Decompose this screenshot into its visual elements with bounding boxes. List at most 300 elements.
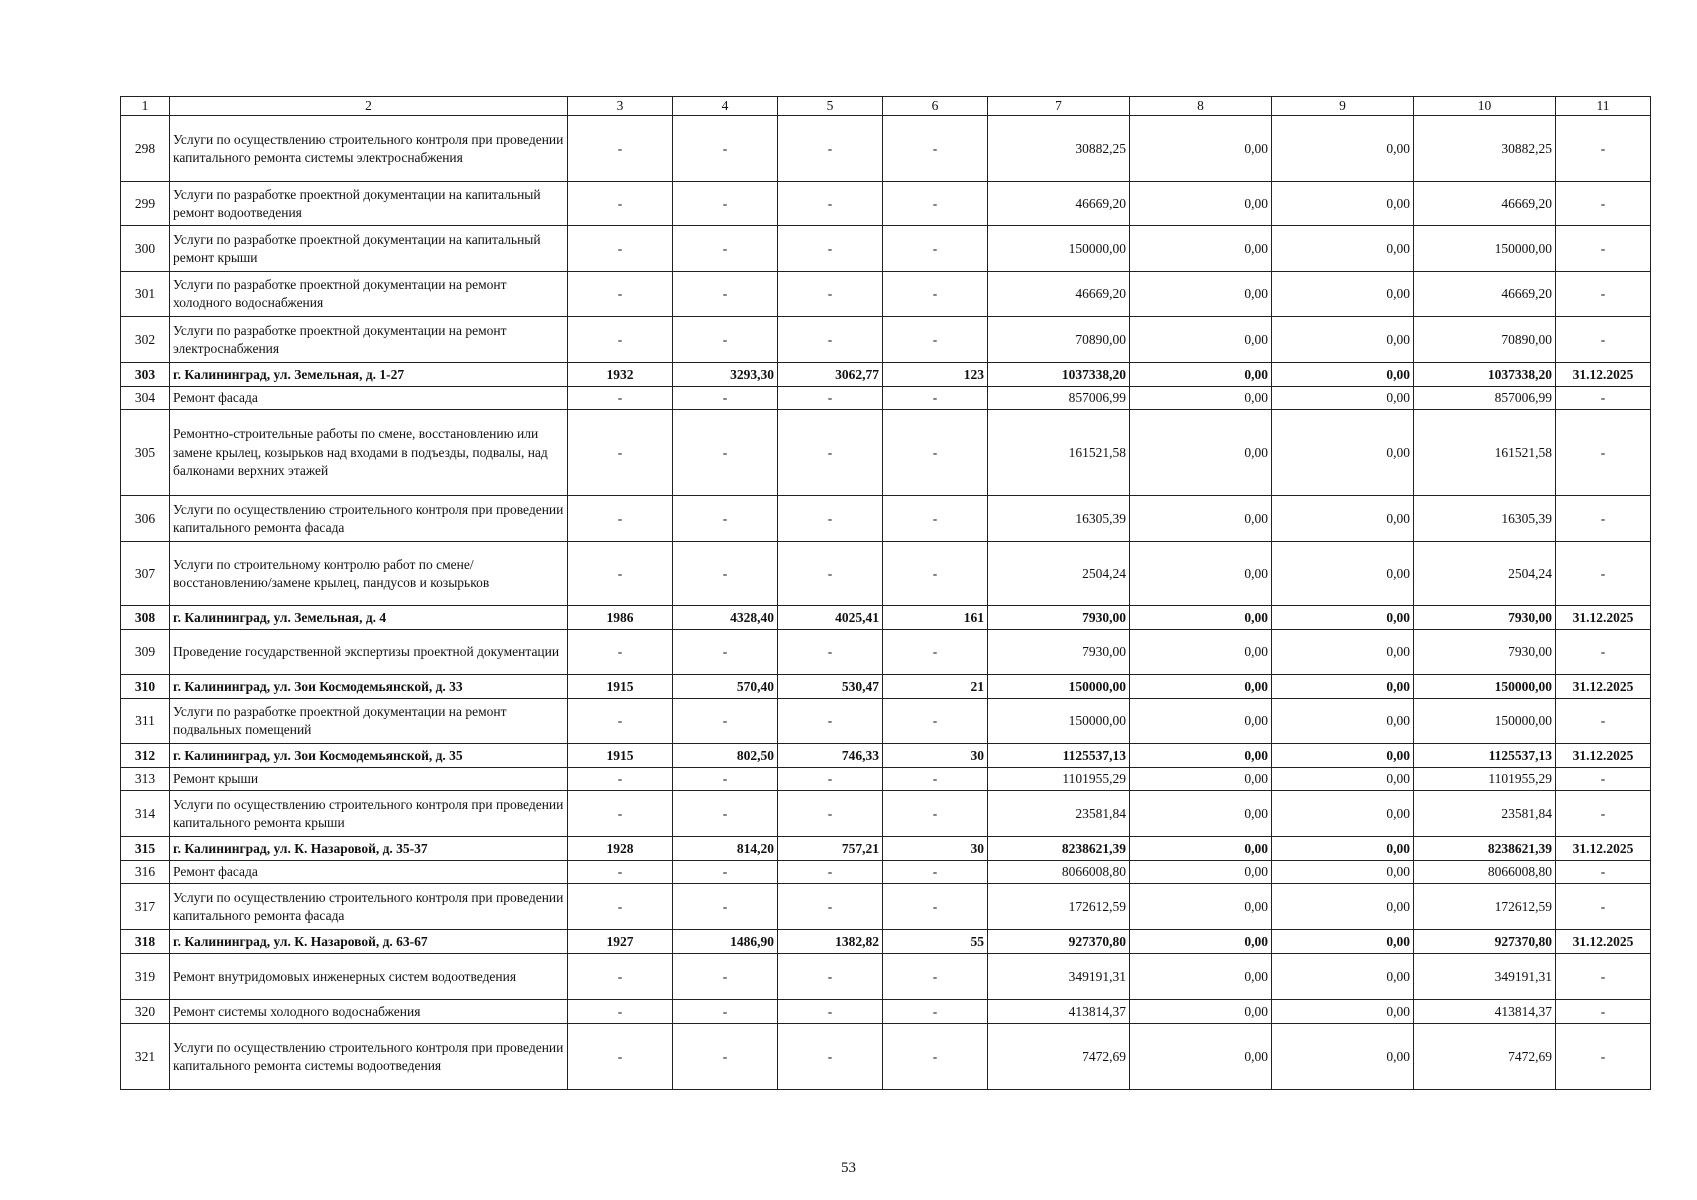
living-area-cell: -: [778, 884, 883, 930]
row-number-cell: 314: [121, 791, 170, 837]
year-built-cell: 1928: [568, 837, 673, 861]
regional-funds-cell: 0,00: [1272, 954, 1414, 1000]
total-area-cell: -: [673, 630, 778, 675]
federal-funds-cell: 0,00: [1130, 606, 1272, 630]
total-cost-cell: 150000,00: [988, 675, 1130, 699]
federal-funds-cell: 0,00: [1130, 1000, 1272, 1024]
living-area-cell: 530,47: [778, 675, 883, 699]
total-cost-cell: 857006,99: [988, 387, 1130, 410]
federal-funds-cell: 0,00: [1130, 954, 1272, 1000]
work-item-row: [121, 630, 1651, 675]
regional-funds-cell: 0,00: [1272, 861, 1414, 884]
owner-funds-cell: 1037338,20: [1414, 363, 1556, 387]
work-item-row: [121, 410, 1651, 496]
total-cost-cell: 150000,00: [988, 226, 1130, 272]
owner-funds-cell: 16305,39: [1414, 496, 1556, 542]
total-cost-cell: 30882,25: [988, 116, 1130, 182]
address-row: [121, 744, 1651, 768]
year-built-cell: 1986: [568, 606, 673, 630]
work-item-row: [121, 1024, 1651, 1090]
year-built-cell: -: [568, 630, 673, 675]
living-area-cell: 3062,77: [778, 363, 883, 387]
living-area-cell: -: [778, 791, 883, 837]
year-built-cell: -: [568, 791, 673, 837]
residents-count-cell: 21: [883, 675, 988, 699]
owner-funds-cell: 150000,00: [1414, 675, 1556, 699]
federal-funds-cell: 0,00: [1130, 1024, 1272, 1090]
item-name-cell: Ремонт крыши: [170, 768, 568, 791]
owner-funds-cell: 1101955,29: [1414, 768, 1556, 791]
row-number-cell: 316: [121, 861, 170, 884]
living-area-cell: -: [778, 226, 883, 272]
residents-count-cell: 30: [883, 837, 988, 861]
federal-funds-cell: 0,00: [1130, 226, 1272, 272]
owner-funds-cell: 927370,80: [1414, 930, 1556, 954]
total-area-cell: 4328,40: [673, 606, 778, 630]
row-number-cell: 311: [121, 699, 170, 744]
column-header: 7: [988, 97, 1130, 116]
residents-count-cell: -: [883, 861, 988, 884]
living-area-cell: -: [778, 317, 883, 363]
item-name-cell: Проведение государственной экспертизы проектной документации: [170, 630, 568, 675]
page-number: 53: [841, 1160, 856, 1176]
regional-funds-cell: 0,00: [1272, 630, 1414, 675]
living-area-cell: -: [778, 861, 883, 884]
item-name-cell: Услуги по разработке проектной документации на капитальный ремонт крыши: [170, 226, 568, 272]
regional-funds-cell: 0,00: [1272, 410, 1414, 496]
residents-count-cell: -: [883, 1000, 988, 1024]
year-built-cell: -: [568, 1000, 673, 1024]
completion-date-cell: 31.12.2025: [1556, 675, 1651, 699]
total-area-cell: -: [673, 699, 778, 744]
total-area-cell: -: [673, 496, 778, 542]
completion-date-cell: -: [1556, 630, 1651, 675]
owner-funds-cell: 150000,00: [1414, 699, 1556, 744]
owner-funds-cell: 23581,84: [1414, 791, 1556, 837]
column-header: 9: [1272, 97, 1414, 116]
total-area-cell: 814,20: [673, 837, 778, 861]
regional-funds-cell: 0,00: [1272, 1000, 1414, 1024]
regional-funds-cell: 0,00: [1272, 837, 1414, 861]
total-area-cell: 570,40: [673, 675, 778, 699]
total-area-cell: -: [673, 410, 778, 496]
column-header: 10: [1414, 97, 1556, 116]
federal-funds-cell: 0,00: [1130, 861, 1272, 884]
year-built-cell: -: [568, 542, 673, 606]
total-cost-cell: 8238621,39: [988, 837, 1130, 861]
year-built-cell: -: [568, 884, 673, 930]
row-number-cell: 298: [121, 116, 170, 182]
item-name-cell: Услуги по осуществлению строительного контроля при проведении капитального ремонта системы водоотведения: [170, 1024, 568, 1090]
address-row: [121, 363, 1651, 387]
regional-funds-cell: 0,00: [1272, 675, 1414, 699]
year-built-cell: -: [568, 387, 673, 410]
living-area-cell: 1382,82: [778, 930, 883, 954]
total-area-cell: -: [673, 226, 778, 272]
row-number-cell: 306: [121, 496, 170, 542]
owner-funds-cell: 413814,37: [1414, 1000, 1556, 1024]
completion-date-cell: -: [1556, 1024, 1651, 1090]
work-item-row: [121, 317, 1651, 363]
item-name-cell: г. Калининград, ул. К. Назаровой, д. 35-37: [170, 837, 568, 861]
work-item-row: [121, 954, 1651, 1000]
completion-date-cell: -: [1556, 317, 1651, 363]
work-item-row: [121, 699, 1651, 744]
regional-funds-cell: 0,00: [1272, 542, 1414, 606]
living-area-cell: -: [778, 410, 883, 496]
completion-date-cell: -: [1556, 768, 1651, 791]
item-name-cell: Услуги по разработке проектной документации на ремонт электроснабжения: [170, 317, 568, 363]
living-area-cell: -: [778, 1000, 883, 1024]
total-area-cell: -: [673, 542, 778, 606]
work-item-row: [121, 387, 1651, 410]
completion-date-cell: -: [1556, 1000, 1651, 1024]
total-area-cell: -: [673, 791, 778, 837]
residents-count-cell: -: [883, 884, 988, 930]
owner-funds-cell: 2504,24: [1414, 542, 1556, 606]
row-number-cell: 312: [121, 744, 170, 768]
item-name-cell: Услуги по осуществлению строительного контроля при проведении капитального ремонта фасада: [170, 496, 568, 542]
federal-funds-cell: 0,00: [1130, 630, 1272, 675]
year-built-cell: -: [568, 954, 673, 1000]
address-row: [121, 606, 1651, 630]
total-area-cell: -: [673, 1024, 778, 1090]
total-cost-cell: 150000,00: [988, 699, 1130, 744]
residents-count-cell: -: [883, 116, 988, 182]
total-cost-cell: 16305,39: [988, 496, 1130, 542]
row-number-cell: 303: [121, 363, 170, 387]
living-area-cell: -: [778, 182, 883, 226]
row-number-cell: 302: [121, 317, 170, 363]
item-name-cell: Ремонт фасада: [170, 861, 568, 884]
item-name-cell: Услуги по разработке проектной документации на ремонт подвальных помещений: [170, 699, 568, 744]
residents-count-cell: -: [883, 768, 988, 791]
year-built-cell: -: [568, 272, 673, 317]
total-area-cell: -: [673, 116, 778, 182]
column-header: 11: [1556, 97, 1651, 116]
column-header: 1: [121, 97, 170, 116]
completion-date-cell: -: [1556, 182, 1651, 226]
year-built-cell: -: [568, 410, 673, 496]
residents-count-cell: -: [883, 791, 988, 837]
row-number-cell: 317: [121, 884, 170, 930]
item-name-cell: Услуги по осуществлению строительного контроля при проведении капитального ремонта системы электроснабжения: [170, 116, 568, 182]
row-number-cell: 313: [121, 768, 170, 791]
completion-date-cell: -: [1556, 410, 1651, 496]
federal-funds-cell: 0,00: [1130, 363, 1272, 387]
item-name-cell: Услуги по осуществлению строительного контроля при проведении капитального ремонта крыши: [170, 791, 568, 837]
work-item-row: [121, 884, 1651, 930]
year-built-cell: -: [568, 116, 673, 182]
year-built-cell: -: [568, 861, 673, 884]
owner-funds-cell: 30882,25: [1414, 116, 1556, 182]
owner-funds-cell: 7930,00: [1414, 606, 1556, 630]
column-header: 3: [568, 97, 673, 116]
completion-date-cell: -: [1556, 884, 1651, 930]
completion-date-cell: -: [1556, 226, 1651, 272]
completion-date-cell: -: [1556, 387, 1651, 410]
federal-funds-cell: 0,00: [1130, 387, 1272, 410]
federal-funds-cell: 0,00: [1130, 272, 1272, 317]
item-name-cell: Ремонтно-строительные работы по смене, восстановлению или замене крылец, козырьков над входами в подъезды, подвалы, над балконами верхних этажей: [170, 410, 568, 496]
residents-count-cell: 30: [883, 744, 988, 768]
living-area-cell: -: [778, 1024, 883, 1090]
owner-funds-cell: 172612,59: [1414, 884, 1556, 930]
total-area-cell: 1486,90: [673, 930, 778, 954]
completion-date-cell: -: [1556, 496, 1651, 542]
year-built-cell: -: [568, 226, 673, 272]
residents-count-cell: -: [883, 272, 988, 317]
residents-count-cell: -: [883, 699, 988, 744]
regional-funds-cell: 0,00: [1272, 226, 1414, 272]
item-name-cell: г. Калининград, ул. Зои Космодемьянской, д. 35: [170, 744, 568, 768]
federal-funds-cell: 0,00: [1130, 791, 1272, 837]
year-built-cell: 1932: [568, 363, 673, 387]
federal-funds-cell: 0,00: [1130, 930, 1272, 954]
residents-count-cell: 161: [883, 606, 988, 630]
owner-funds-cell: 1125537,13: [1414, 744, 1556, 768]
federal-funds-cell: 0,00: [1130, 317, 1272, 363]
living-area-cell: 746,33: [778, 744, 883, 768]
federal-funds-cell: 0,00: [1130, 496, 1272, 542]
total-cost-cell: 7930,00: [988, 630, 1130, 675]
item-name-cell: г. Калининград, ул. Земельная, д. 1-27: [170, 363, 568, 387]
row-number-cell: 315: [121, 837, 170, 861]
work-item-row: [121, 496, 1651, 542]
owner-funds-cell: 7930,00: [1414, 630, 1556, 675]
total-area-cell: -: [673, 387, 778, 410]
completion-date-cell: 31.12.2025: [1556, 744, 1651, 768]
year-built-cell: 1927: [568, 930, 673, 954]
residents-count-cell: -: [883, 1024, 988, 1090]
regional-funds-cell: 0,00: [1272, 930, 1414, 954]
total-cost-cell: 7930,00: [988, 606, 1130, 630]
total-area-cell: -: [673, 861, 778, 884]
total-area-cell: -: [673, 1000, 778, 1024]
total-area-cell: 802,50: [673, 744, 778, 768]
total-cost-cell: 927370,80: [988, 930, 1130, 954]
federal-funds-cell: 0,00: [1130, 837, 1272, 861]
owner-funds-cell: 46669,20: [1414, 182, 1556, 226]
year-built-cell: -: [568, 1024, 673, 1090]
item-name-cell: г. Калининград, ул. Земельная, д. 4: [170, 606, 568, 630]
federal-funds-cell: 0,00: [1130, 542, 1272, 606]
completion-date-cell: 31.12.2025: [1556, 837, 1651, 861]
living-area-cell: 757,21: [778, 837, 883, 861]
total-cost-cell: 7472,69: [988, 1024, 1130, 1090]
row-number-cell: 319: [121, 954, 170, 1000]
residents-count-cell: 55: [883, 930, 988, 954]
total-cost-cell: 172612,59: [988, 884, 1130, 930]
row-number-cell: 299: [121, 182, 170, 226]
year-built-cell: 1915: [568, 675, 673, 699]
completion-date-cell: -: [1556, 272, 1651, 317]
work-item-row: [121, 1000, 1651, 1024]
federal-funds-cell: 0,00: [1130, 675, 1272, 699]
work-item-row: [121, 272, 1651, 317]
row-number-cell: 318: [121, 930, 170, 954]
total-cost-cell: 46669,20: [988, 182, 1130, 226]
federal-funds-cell: 0,00: [1130, 699, 1272, 744]
regional-funds-cell: 0,00: [1272, 363, 1414, 387]
federal-funds-cell: 0,00: [1130, 182, 1272, 226]
column-header: 8: [1130, 97, 1272, 116]
item-name-cell: Услуги по разработке проектной документации на ремонт холодного водоснабжения: [170, 272, 568, 317]
completion-date-cell: -: [1556, 542, 1651, 606]
total-cost-cell: 349191,31: [988, 954, 1130, 1000]
total-area-cell: -: [673, 884, 778, 930]
address-row: [121, 930, 1651, 954]
item-name-cell: Услуги по разработке проектной документации на капитальный ремонт водоотведения: [170, 182, 568, 226]
federal-funds-cell: 0,00: [1130, 768, 1272, 791]
living-area-cell: -: [778, 954, 883, 1000]
owner-funds-cell: 349191,31: [1414, 954, 1556, 1000]
row-number-cell: 309: [121, 630, 170, 675]
item-name-cell: Ремонт фасада: [170, 387, 568, 410]
residents-count-cell: -: [883, 410, 988, 496]
column-header: 6: [883, 97, 988, 116]
living-area-cell: -: [778, 272, 883, 317]
living-area-cell: -: [778, 630, 883, 675]
completion-date-cell: -: [1556, 861, 1651, 884]
regional-funds-cell: 0,00: [1272, 699, 1414, 744]
year-built-cell: -: [568, 768, 673, 791]
total-cost-cell: 413814,37: [988, 1000, 1130, 1024]
address-row: [121, 837, 1651, 861]
living-area-cell: -: [778, 116, 883, 182]
work-item-row: [121, 226, 1651, 272]
total-cost-cell: 1037338,20: [988, 363, 1130, 387]
row-number-cell: 320: [121, 1000, 170, 1024]
living-area-cell: -: [778, 768, 883, 791]
regional-funds-cell: 0,00: [1272, 182, 1414, 226]
residents-count-cell: -: [883, 182, 988, 226]
total-cost-cell: 2504,24: [988, 542, 1130, 606]
column-header: 5: [778, 97, 883, 116]
completion-date-cell: 31.12.2025: [1556, 363, 1651, 387]
row-number-cell: 321: [121, 1024, 170, 1090]
regional-funds-cell: 0,00: [1272, 272, 1414, 317]
regional-funds-cell: 0,00: [1272, 496, 1414, 542]
table-body: [121, 116, 1651, 1090]
work-item-row: [121, 768, 1651, 791]
residents-count-cell: 123: [883, 363, 988, 387]
capital-repair-table: [120, 96, 1651, 1090]
owner-funds-cell: 70890,00: [1414, 317, 1556, 363]
residents-count-cell: -: [883, 542, 988, 606]
owner-funds-cell: 857006,99: [1414, 387, 1556, 410]
total-cost-cell: 23581,84: [988, 791, 1130, 837]
owner-funds-cell: 7472,69: [1414, 1024, 1556, 1090]
column-number-row: [121, 97, 1651, 116]
year-built-cell: -: [568, 699, 673, 744]
address-row: [121, 675, 1651, 699]
year-built-cell: -: [568, 317, 673, 363]
total-cost-cell: 70890,00: [988, 317, 1130, 363]
total-cost-cell: 1125537,13: [988, 744, 1130, 768]
row-number-cell: 308: [121, 606, 170, 630]
total-cost-cell: 161521,58: [988, 410, 1130, 496]
owner-funds-cell: 8066008,80: [1414, 861, 1556, 884]
living-area-cell: 4025,41: [778, 606, 883, 630]
regional-funds-cell: 0,00: [1272, 317, 1414, 363]
federal-funds-cell: 0,00: [1130, 410, 1272, 496]
column-header: 2: [170, 97, 568, 116]
total-cost-cell: 8066008,80: [988, 861, 1130, 884]
living-area-cell: -: [778, 496, 883, 542]
row-number-cell: 310: [121, 675, 170, 699]
work-item-row: [121, 861, 1651, 884]
completion-date-cell: 31.12.2025: [1556, 606, 1651, 630]
total-area-cell: -: [673, 768, 778, 791]
row-number-cell: 307: [121, 542, 170, 606]
federal-funds-cell: 0,00: [1130, 744, 1272, 768]
total-cost-cell: 1101955,29: [988, 768, 1130, 791]
work-item-row: [121, 542, 1651, 606]
completion-date-cell: -: [1556, 954, 1651, 1000]
work-item-row: [121, 182, 1651, 226]
row-number-cell: 301: [121, 272, 170, 317]
regional-funds-cell: 0,00: [1272, 768, 1414, 791]
residents-count-cell: -: [883, 496, 988, 542]
regional-funds-cell: 0,00: [1272, 116, 1414, 182]
living-area-cell: -: [778, 699, 883, 744]
item-name-cell: Услуги по строительному контролю работ по смене/восстановлению/замене крылец, пандусов и козырьков: [170, 542, 568, 606]
regional-funds-cell: 0,00: [1272, 791, 1414, 837]
work-item-row: [121, 791, 1651, 837]
residents-count-cell: -: [883, 226, 988, 272]
item-name-cell: Ремонт системы холодного водоснабжения: [170, 1000, 568, 1024]
regional-funds-cell: 0,00: [1272, 744, 1414, 768]
total-area-cell: -: [673, 317, 778, 363]
residents-count-cell: -: [883, 630, 988, 675]
owner-funds-cell: 161521,58: [1414, 410, 1556, 496]
item-name-cell: г. Калининград, ул. К. Назаровой, д. 63-67: [170, 930, 568, 954]
completion-date-cell: -: [1556, 699, 1651, 744]
owner-funds-cell: 150000,00: [1414, 226, 1556, 272]
completion-date-cell: 31.12.2025: [1556, 930, 1651, 954]
total-area-cell: 3293,30: [673, 363, 778, 387]
item-name-cell: г. Калининград, ул. Зои Космодемьянской, д. 33: [170, 675, 568, 699]
residents-count-cell: -: [883, 387, 988, 410]
completion-date-cell: -: [1556, 116, 1651, 182]
federal-funds-cell: 0,00: [1130, 884, 1272, 930]
regional-funds-cell: 0,00: [1272, 606, 1414, 630]
regional-funds-cell: 0,00: [1272, 1024, 1414, 1090]
regional-funds-cell: 0,00: [1272, 387, 1414, 410]
item-name-cell: Ремонт внутридомовых инженерных систем водоотведения: [170, 954, 568, 1000]
owner-funds-cell: 46669,20: [1414, 272, 1556, 317]
column-header: 4: [673, 97, 778, 116]
year-built-cell: -: [568, 496, 673, 542]
row-number-cell: 304: [121, 387, 170, 410]
row-number-cell: 300: [121, 226, 170, 272]
total-area-cell: -: [673, 182, 778, 226]
federal-funds-cell: 0,00: [1130, 116, 1272, 182]
item-name-cell: Услуги по осуществлению строительного контроля при проведении капитального ремонта фасада: [170, 884, 568, 930]
completion-date-cell: -: [1556, 791, 1651, 837]
total-area-cell: -: [673, 954, 778, 1000]
total-cost-cell: 46669,20: [988, 272, 1130, 317]
living-area-cell: -: [778, 387, 883, 410]
year-built-cell: 1915: [568, 744, 673, 768]
row-number-cell: 305: [121, 410, 170, 496]
residents-count-cell: -: [883, 954, 988, 1000]
living-area-cell: -: [778, 542, 883, 606]
owner-funds-cell: 8238621,39: [1414, 837, 1556, 861]
total-area-cell: -: [673, 272, 778, 317]
regional-funds-cell: 0,00: [1272, 884, 1414, 930]
